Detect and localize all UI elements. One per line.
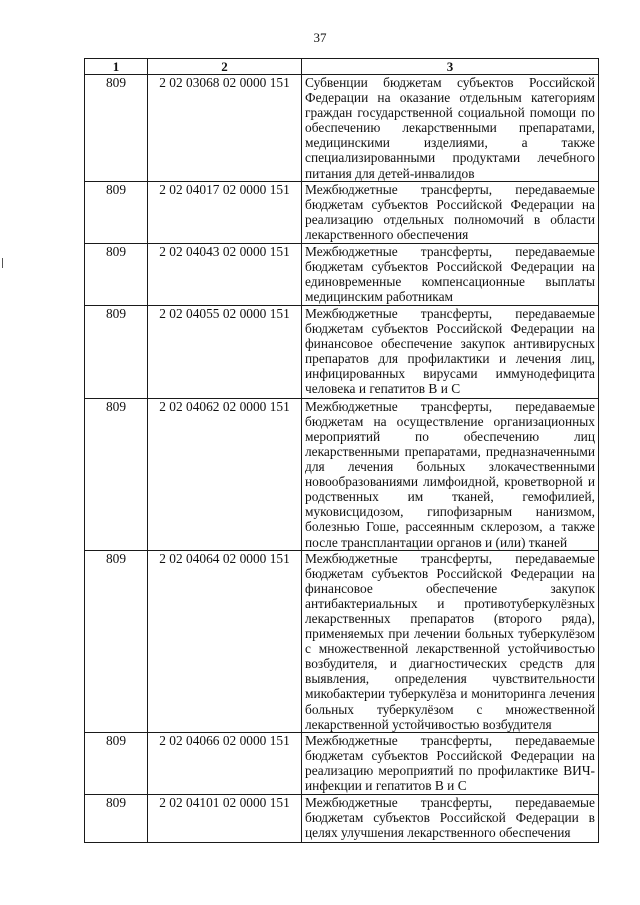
table-header [85,59,599,75]
column-header-3: 3 [302,59,599,75]
admin-code-cell: 809 [85,305,148,398]
budget-code-cell: 2 02 04055 02 0000 151 [148,305,302,398]
admin-code-cell: 809 [85,398,148,550]
budget-code-cell: 2 02 04066 02 0000 151 [148,732,302,794]
column-header-2: 2 [148,59,302,75]
admin-code-cell: 809 [85,75,148,182]
budget-code-cell: 2 02 04064 02 0000 151 [148,550,302,732]
admin-code-cell: 809 [85,550,148,732]
description-cell: Межбюджетные трансферты, передаваемые бюджетам субъектов Российской Федерации на реализацию мероприятий по профилактике ВИЧ-инфекции и гепатитов В и С [302,732,599,794]
admin-code-cell: 809 [85,243,148,305]
table-body [85,75,599,843]
budget-code-cell: 2 02 04017 02 0000 151 [148,181,302,243]
table-row [85,305,599,398]
page-number: 37 [313,30,327,45]
description-cell: Межбюджетные трансферты, передаваемые бюджетам субъектов Российской Федерации на реализацию отдельных полномочий в области лекарственного обеспечения [302,181,599,243]
budget-code-cell: 2 02 04043 02 0000 151 [148,243,302,305]
table-row [85,794,599,842]
budget-classification-table [84,58,599,843]
column-header-1: 1 [85,59,148,75]
description-cell: Субвенции бюджетам субъектов Российской Федерации на оказание отдельным категориям граждан государственной социальной помощи по обеспечению лекарственными препаратами, медицинскими изделиями, а также специализированными продуктами лечебного питания для детей-инвалидов [302,75,599,182]
table-row [85,732,599,794]
budget-code-cell: 2 02 04101 02 0000 151 [148,794,302,842]
table-row [85,243,599,305]
budget-code-cell: 2 02 04062 02 0000 151 [148,398,302,550]
table-row [85,181,599,243]
description-cell: Межбюджетные трансферты, передаваемые бюджетам на осуществление организационных мероприятий по обеспечению лиц лекарственными препаратами, предназначенными для лечения больных злокачественными новообразованиями лимфоидной, кроветворной и родственных им тканей, гемофилией, муковисцидозом, гипофизарным нанизмом, болезнью Гоше, рассеянным склерозом, а также после трансплантации органов и (или) тканей [302,398,599,550]
description-cell: Межбюджетные трансферты, передаваемые бюджетам субъектов Российской Федерации на финансовое обеспечение закупок антивирусных препаратов для профилактики и лечения лиц, инфицированных вирусами иммунодефицита человека и гепатитов В и С [302,305,599,398]
scan-margin-mark [2,258,3,268]
description-cell: Межбюджетные трансферты, передаваемые бюджетам субъектов Российской Федерации на единовременные компенсационные выплаты медицинским работникам [302,243,599,305]
table-header-row [85,59,599,75]
table-row [85,398,599,550]
admin-code-cell: 809 [85,732,148,794]
description-cell: Межбюджетные трансферты, передаваемые бюджетам субъектов Российской Федерации в целях улучшения лекарственного обеспечения [302,794,599,842]
admin-code-cell: 809 [85,181,148,243]
table-row [85,75,599,182]
description-cell: Межбюджетные трансферты, передаваемые бюджетам субъектов Российской Федерации на финансовое обеспечение закупок антибактериальных и противотуберкулёзных лекарственных препаратов (второго ряда), применяемых при лечении больных туберкулёзом с множественной лекарственной устойчивостью возбудителя, и диагностических средств для выявления, определения чувствительности микобактерии туберкулёза и мониторинга лечения больных туберкулёзом с множественной лекарственной устойчивостью возбудителя [302,550,599,732]
table-row [85,550,599,732]
admin-code-cell: 809 [85,794,148,842]
budget-code-cell: 2 02 03068 02 0000 151 [148,75,302,182]
